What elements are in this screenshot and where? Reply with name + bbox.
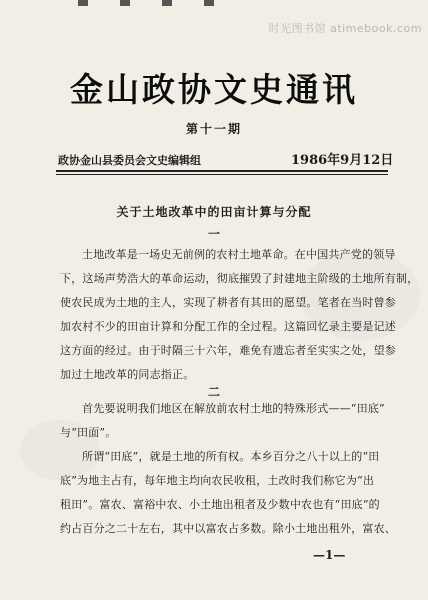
magazine-title: 金山政协文史通讯 [70, 70, 358, 109]
header-rule [56, 170, 388, 172]
watermark-text: 时光图书馆 atimebook.com [268, 22, 422, 35]
article-title: 关于土地改革中的田亩计算与分配 [116, 205, 312, 219]
body-line: 底”为地主占有，每年地主均向农民收租，土改时我们称它为“出 [60, 474, 375, 487]
page-number: —1— [313, 548, 346, 562]
editorial-group: 政协金山县委员会文史编辑组 [58, 154, 201, 167]
body-line: 与“田面”。 [60, 426, 117, 439]
body-line: 租田”。富农、富裕中农、小土地出租者及少数中农也有“田底”的 [60, 498, 380, 511]
body-line: 使农民成为土地的主人，实现了耕者有其田的愿望。笔者在当时曾参 [60, 296, 396, 309]
header-rule-thin [56, 174, 388, 175]
body-line: 约占百分之二十左右，其中以富农占多数。除小土地出租外，富农、 [60, 522, 396, 535]
body-line: 土地改革是一场史无前例的农村土地革命。在中国共产党的领导 [82, 248, 396, 261]
publication-date: 1986年9月12日 [291, 153, 394, 168]
body-line: 加农村不少的田亩计算和分配工作的全过程。这篇回忆录主要是记述 [60, 320, 396, 333]
body-line: 加过土地改革的同志指正。 [60, 368, 195, 381]
body-line: 首先要说明我们地区在解放前农村土地的特殊形式——“田底” [82, 402, 385, 415]
section-number-one: 一 [207, 227, 220, 241]
section-number-two: 二 [207, 385, 220, 399]
issue-number: 第十一期 [185, 122, 242, 136]
binding-marks [78, 0, 238, 8]
body-line: 这方面的经过。由于时隔三十六年，难免有遗忘者至实实之处，望参 [60, 344, 396, 357]
body-line: 下，这场声势浩大的革命运动，彻底摧毁了封建地主阶级的土地所有制， [60, 272, 419, 285]
body-line: 所谓“田底”，就是土地的所有权。本乡百分之八十以上的“田 [82, 450, 380, 463]
